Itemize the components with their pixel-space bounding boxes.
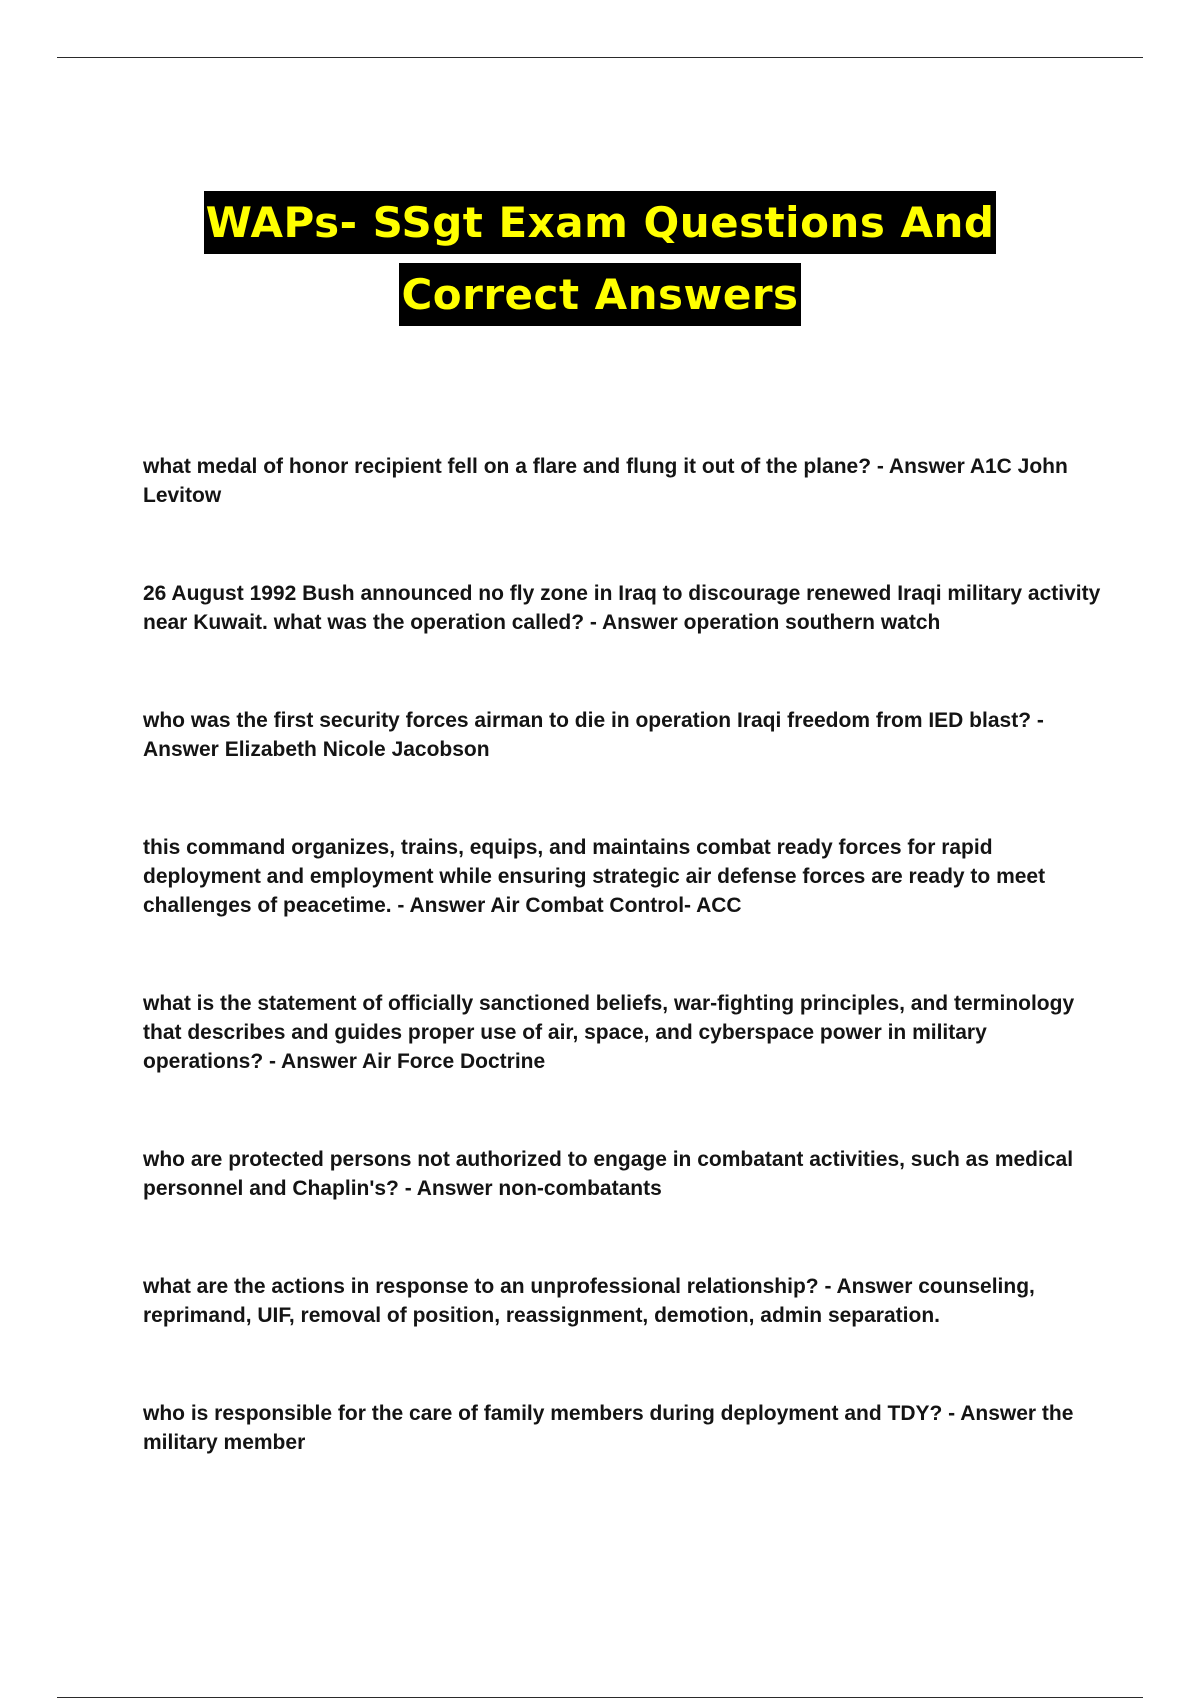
qa-item-6: who are protected persons not authorized to engage in combatant activities, such as medical personnel and Chaplin's? - Answer non-combatants [143, 1148, 1074, 1200]
top-rule [57, 57, 1143, 58]
qa-item-5: what is the statement of officially sanctioned beliefs, war-fighting principles, and terminology that describes and guides proper use of air, space, and cyberspace power in military operations? - Answer Air Force Doctrine [143, 992, 1075, 1073]
qa-item-2: 26 August 1992 Bush announced no fly zone in Iraq to discourage renewed Iraqi military activity near Kuwait. what was the operation called? - Answer operation southern watch [143, 582, 1101, 634]
qa-item-1: what medal of honor recipient fell on a flare and flung it out of the plane? - Answer A1C John Levitow [143, 455, 1068, 507]
qa-item-7: what are the actions in response to an unprofessional relationship? - Answer counseling, reprimand, UIF, removal of position, reassignment, demotion, admin separation. [143, 1275, 1035, 1327]
title-line-1: WAPs- SSgt Exam Questions And [204, 191, 997, 254]
document-title [0, 191, 1200, 326]
title-line-2: Correct Answers [399, 263, 800, 326]
qa-item-4: this command organizes, trains, equips, and maintains combat ready forces for rapid deployment and employment while ensuring strategic air defense forces are ready to meet challenges of peacetime. - Answer Air Combat Control- ACC [143, 836, 1046, 917]
qa-list [143, 452, 1103, 1526]
bottom-rule [57, 1697, 1143, 1698]
qa-item-8: who is responsible for the care of family members during deployment and TDY? - Answer the military member [143, 1402, 1074, 1454]
qa-item-3: who was the first security forces airman to die in operation Iraqi freedom from IED blast? - Answer Elizabeth Nicole Jacobson [143, 709, 1044, 761]
